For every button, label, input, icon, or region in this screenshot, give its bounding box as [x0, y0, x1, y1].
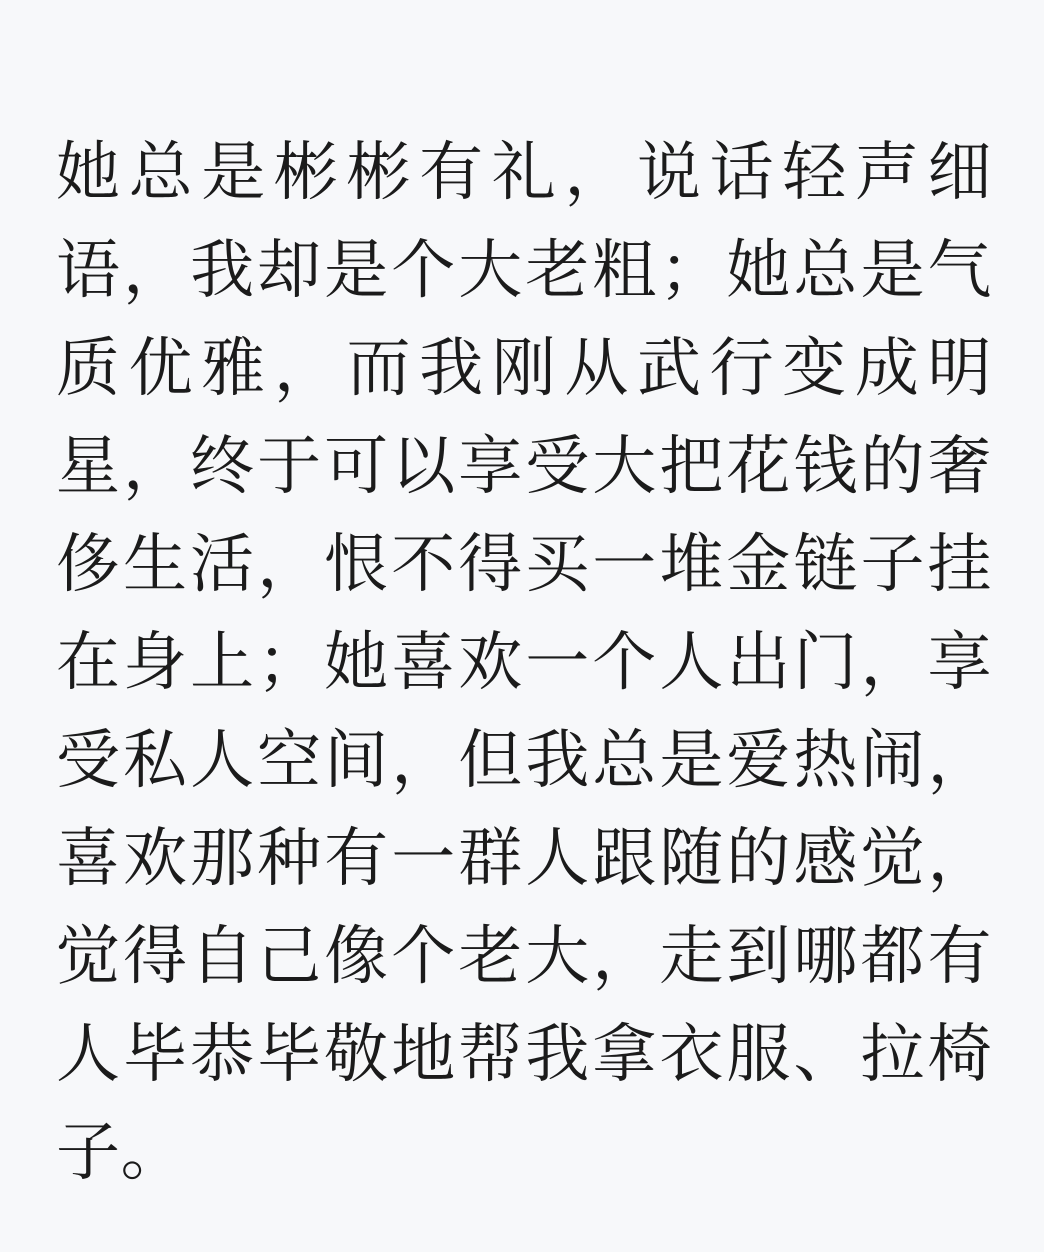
body-paragraph: 她总是彬彬有礼，说话轻声细语，我却是个大老粗；她总是气质优雅，而我刚从武行变成明星，终于可以享受大把花钱的奢侈生活，恨不得买一堆金链子挂在身上；她喜欢一个人出门，享受私人空间，但我总是爱热闹，喜欢那种有一群人跟随的感觉，觉得自己像个老大，走到哪都有人毕恭毕敬地帮我拿衣服、拉椅子。	[56, 136, 992, 1190]
